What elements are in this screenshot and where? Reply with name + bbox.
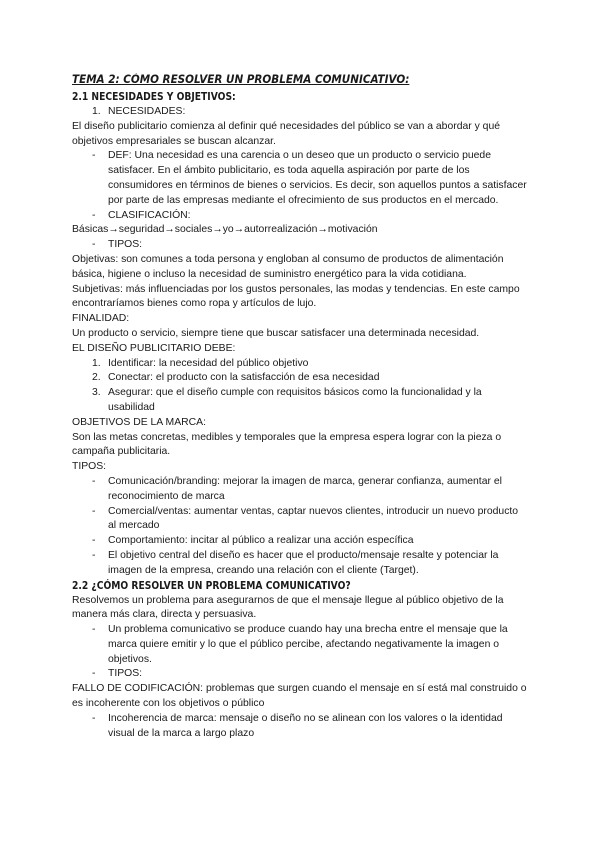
bullet-dash: - (92, 475, 96, 487)
bullet-text: DEF: Una necesidad es una carencia o un deseo que un producto o servicio puede satisfacer. En el ámbito publicitario, es toda aquella aspiración por parte de los consumidores en términos de bienes o servicios. Es decir, son aquellos puntos a satisfacer por parte de las empresas mediante el ofrecimiento de sus productos en el mercado. (108, 150, 527, 206)
list-item-text: Conectar: el producto con la satisfacción de esa necesidad (108, 372, 380, 384)
bullet-text: TIPOS: (108, 239, 143, 251)
list-number: 3. (92, 387, 101, 399)
paragraph-subjetivas: Subjetivas: más influenciadas por los gustos personales, las modas y tendencias. En este campo encontraríamos bienes como ropa y artículos de lujo. (72, 283, 520, 310)
bullet-dash: - (92, 239, 96, 251)
bullet-dash: - (92, 624, 96, 636)
paragraph-objetivos-marca: Son las metas concretas, medibles y temporales que la empresa espera lograr con la pieza o campaña publicitaria. (72, 431, 502, 458)
label-diseno-debe: EL DISEÑO PUBLICITARIO DEBE: (72, 342, 236, 354)
paragraph-clasificacion: Básicas→seguridad→sociales→yo→autorrealización→motivación (72, 224, 378, 236)
numbered-item-conectar (72, 371, 528, 386)
bullet-item-comportamiento (72, 534, 528, 549)
list-item-text: Asegurar: que el diseño cumple con requisitos básicos como la funcionalidad y la usabilidad (108, 387, 482, 413)
document-page (72, 72, 528, 741)
bullet-text: El objetivo central del diseño es hacer que el producto/mensaje resalte y potenciar la imagen de la empresa, creando una relación con el cliente (Target). (108, 549, 499, 576)
bullet-item-objetivo-central (72, 549, 528, 579)
list-item-text: Identificar: la necesidad del público objetivo (108, 357, 309, 369)
bullet-dash: - (92, 150, 96, 162)
bullet-dash: - (92, 712, 96, 724)
bullet-dash: - (92, 668, 96, 680)
bullet-text: TIPOS: (108, 668, 143, 680)
bullet-text: Comportamiento: incitar al público a realizar una acción específica (108, 535, 414, 547)
paragraph-finalidad: Un producto o servicio, siempre tiene que buscar satisfacer una determinada necesidad. (72, 327, 480, 339)
bullet-item-incoherencia (72, 712, 528, 742)
list-item-necesidades (72, 105, 528, 120)
bullet-item-comunicacion (72, 475, 528, 505)
bullet-text: Comercial/ventas: aumentar ventas, captar nuevos clientes, introducir un nuevo producto al mercado (108, 505, 519, 532)
list-number: 1. (92, 357, 101, 369)
bullet-dash: - (92, 505, 96, 517)
list-number: 1. (92, 106, 101, 117)
bullet-item-tipos (72, 238, 528, 253)
bullet-item-definicion (72, 149, 528, 208)
bullet-item-clasificacion (72, 209, 528, 224)
list-item-label: NECESIDADES: (108, 106, 186, 117)
bullet-dash: - (92, 535, 96, 547)
numbered-item-asegurar (72, 386, 528, 416)
label-objetivos-marca: OBJETIVOS DE LA MARCA: (72, 416, 206, 428)
bullet-item-tipos-2 (72, 667, 528, 682)
bullet-dash: - (92, 209, 96, 221)
bullet-text: Incoherencia de marca: mensaje o diseño no se alinean con los valores o la identidad visual de la marca a largo plazo (108, 712, 503, 739)
paragraph-fallo-codificacion: FALLO DE CODIFICACIÓN: problemas que surgen cuando el mensaje en sí está mal construido o es incoherente con los objetivos o público (72, 683, 527, 710)
page-title: TEMA 2: CÓMO RESOLVER UN PROBLEMA COMUNICATIVO: (72, 73, 410, 86)
bullet-text: Un problema comunicativo se produce cuando hay una brecha entre el mensaje que la marca quiere emitir y lo que el público percibe, afectando negativamente la imagen o objetivos. (108, 624, 508, 665)
bullet-text: Comunicación/branding: mejorar la imagen de marca, generar confianza, aumentar el reconocimiento de marca (108, 475, 502, 502)
section-heading-problema-comunicativo: 2.2 ¿CÓMO RESOLVER UN PROBLEMA COMUNICATIVO? (72, 580, 351, 592)
label-finalidad: FINALIDAD: (72, 313, 130, 325)
bullet-dash: - (92, 549, 96, 561)
bullet-text: CLASIFICACIÓN: (108, 209, 191, 221)
numbered-item-identificar (72, 357, 528, 372)
paragraph-intro: El diseño publicitario comienza al definir qué necesidades del público se van a abordar y qué objetivos empresariales se buscan alcanzar. (72, 120, 501, 147)
section-heading-necesidades: 2.1 NECESIDADES Y OBJETIVOS: (72, 92, 236, 103)
paragraph-resolvemos: Resolvemos un problema para asegurarnos de que el mensaje llegue al público objetivo de la manera más clara, directa y persuasiva. (72, 594, 504, 621)
list-number: 2. (92, 372, 101, 384)
label-tipos: TIPOS: (72, 461, 107, 473)
paragraph-objetivas: Objetivas: son comunes a toda persona y engloban al consumo de productos de alimentación básica, higiene o incluso la necesidad de suministro energético para la vida cotidiana. (72, 253, 504, 280)
bullet-item-comercial (72, 505, 528, 535)
bullet-item-brecha (72, 623, 528, 667)
